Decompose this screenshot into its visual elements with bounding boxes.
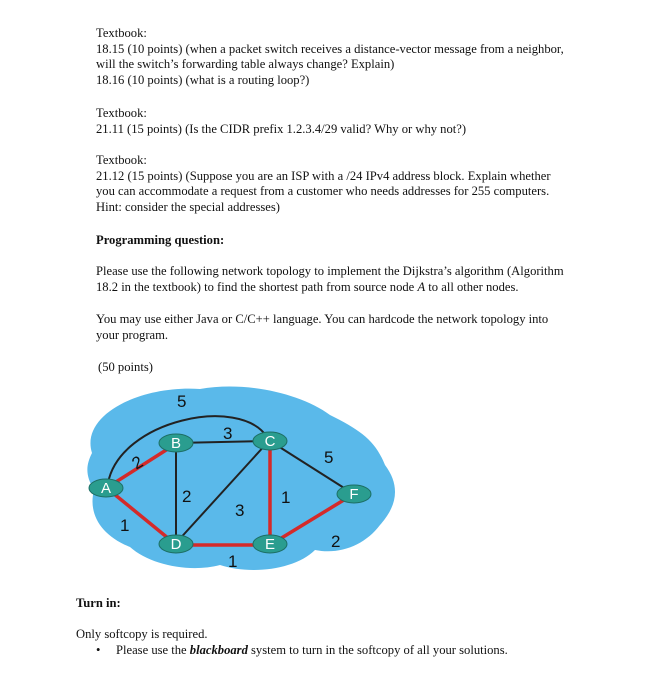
turnin-heading: Turn in: bbox=[76, 596, 121, 610]
node-e bbox=[253, 535, 287, 553]
cloud-background bbox=[87, 387, 395, 570]
question-block-1 bbox=[96, 26, 621, 88]
bullet-text: Please use the bbox=[116, 643, 190, 657]
blackboard-emphasis: blackboard bbox=[189, 643, 248, 657]
programming-paragraph-1 bbox=[96, 264, 621, 295]
points-label: (50 points) bbox=[98, 360, 153, 374]
node-b-label: B bbox=[170, 435, 182, 452]
paragraph-text: 18.2 in the textbook) to find the shortest path from source node bbox=[96, 279, 418, 294]
node-b bbox=[159, 434, 193, 452]
node-e-label: E bbox=[264, 536, 276, 553]
weight-a-b: 2 bbox=[128, 452, 147, 474]
source-node-var: A bbox=[417, 279, 426, 294]
paragraph-line bbox=[96, 280, 621, 296]
question-text: 18.15 (10 points) (when a packet switch receives a distance-vector message from a neighbor, bbox=[96, 41, 564, 56]
weight-c-e: 1 bbox=[281, 488, 291, 507]
bullet-icon: • bbox=[96, 643, 101, 657]
question-text: 18.16 (10 points) (what is a routing loop?) bbox=[96, 72, 310, 87]
paragraph-line: Please use the following network topology to implement the Dijkstra’s algorithm (Algorithm bbox=[96, 264, 564, 278]
turnin-bullet-item bbox=[96, 643, 508, 659]
weight-a-c: 5 bbox=[177, 392, 187, 411]
turnin-line: Only softcopy is required. bbox=[76, 627, 208, 641]
node-d-label: D bbox=[170, 536, 182, 553]
section-heading: Textbook: bbox=[96, 106, 147, 120]
section-heading: Textbook: bbox=[96, 26, 147, 40]
section-heading: Textbook: bbox=[96, 153, 147, 167]
question-block-3 bbox=[96, 153, 621, 215]
node-f bbox=[337, 485, 371, 503]
weight-b-c: 3 bbox=[223, 424, 233, 443]
question-text: 21.12 (15 points) (Suppose you are an ISP with a /24 IPv4 address block. Explain whether bbox=[96, 168, 551, 183]
question-text: will the switch’s forwarding table always change? Explain) bbox=[96, 57, 395, 71]
paragraph-line: You may use either Java or C/C++ language. You can hardcode the network topology into bbox=[96, 312, 549, 326]
question-text: you can accommodate a request from a customer who needs addresses for 255 computers. bbox=[96, 184, 550, 198]
network-topology-diagram bbox=[80, 375, 400, 575]
weight-d-c: 3 bbox=[235, 501, 245, 520]
weight-d-e: 1 bbox=[228, 552, 238, 571]
question-text: Hint: consider the special addresses) bbox=[96, 199, 280, 214]
weight-e-f: 2 bbox=[331, 532, 341, 551]
node-d bbox=[159, 535, 193, 553]
question-block-2 bbox=[96, 106, 621, 137]
paragraph-text: to all other nodes. bbox=[425, 279, 519, 294]
node-c-label: C bbox=[264, 433, 276, 450]
programming-paragraph-2 bbox=[96, 312, 621, 343]
weight-c-f: 5 bbox=[324, 448, 334, 467]
node-f-label: F bbox=[349, 486, 359, 503]
node-c bbox=[253, 432, 287, 450]
paragraph-line: your program. bbox=[96, 327, 169, 342]
node-a-label: A bbox=[100, 480, 112, 497]
weight-a-d: 1 bbox=[120, 516, 130, 535]
programming-heading: Programming question: bbox=[96, 233, 225, 247]
bullet-text: system to turn in the softcopy of all your solutions. bbox=[247, 643, 508, 657]
question-text: 21.11 (15 points) (Is the CIDR prefix 1.2.3.4/29 valid? Why or why not?) bbox=[96, 121, 467, 136]
weight-b-d: 2 bbox=[182, 487, 192, 506]
node-a bbox=[89, 479, 123, 497]
